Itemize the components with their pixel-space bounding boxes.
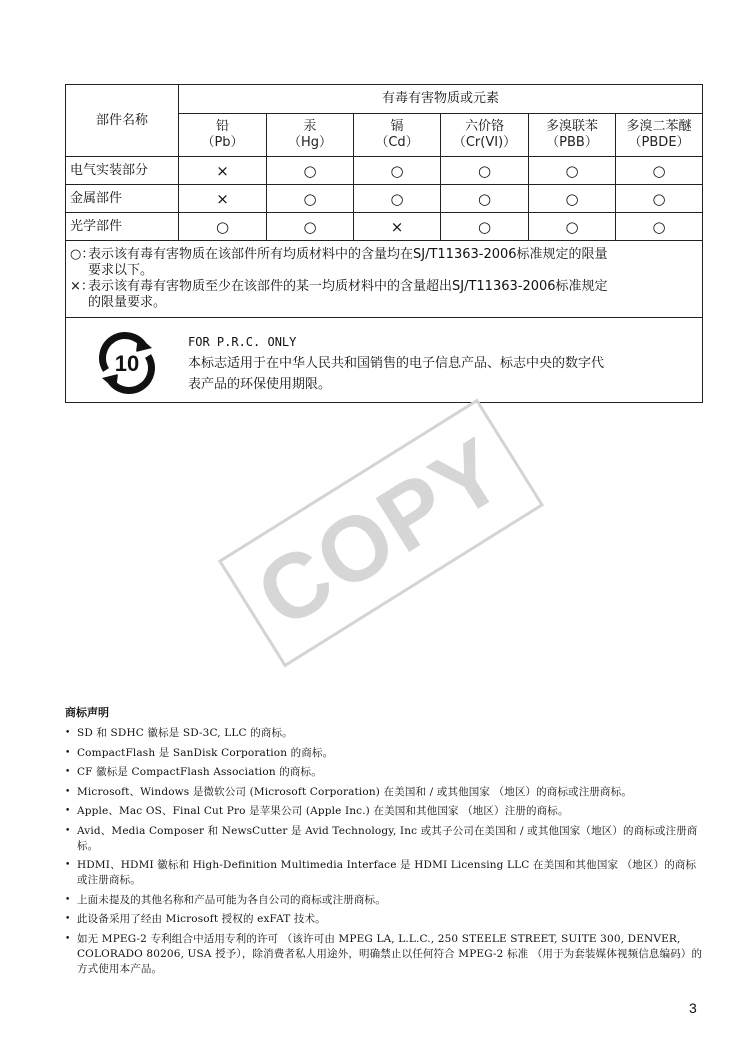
bullet: • bbox=[65, 728, 71, 738]
bullet: • bbox=[65, 894, 71, 905]
list-item: • 如无 MPEG-2 专利组合中适用专利的许可 （该许可由 MPEG LA, L.L.C., 250 STEELE STREET, SUITE 300, DENVER, COLORADO 80206, USA 授予），除消费者私人用途外，明确禁止以任何符合 MPEG-2 标准 （用于为套装媒体视频信息编码）的方式使用本产品。 bbox=[65, 932, 703, 975]
table-cell: ○ bbox=[529, 213, 616, 241]
environment-use-period-logo bbox=[66, 324, 188, 396]
logo-description: 本标志适用于在中华人民共和国销售的电子信息产品、标志中央的数字代 bbox=[188, 356, 605, 371]
table-cell: × bbox=[354, 213, 441, 241]
table-row bbox=[66, 185, 703, 213]
note-circle bbox=[70, 247, 696, 279]
list-item: • SD 和 SDHC 徽标是 SD-3C, LLC 的商标。 bbox=[65, 727, 293, 739]
table-cell: ○ bbox=[616, 157, 703, 185]
row-label: 电气实装部分 bbox=[66, 157, 179, 185]
note-text-continued: 要求以下。 bbox=[88, 263, 154, 278]
prc-only-label: FOR P.R.C. ONLY bbox=[188, 335, 297, 349]
table-cell: × bbox=[179, 185, 267, 213]
note-text-continued: 的限量要求。 bbox=[88, 295, 167, 310]
list-item: • Microsoft、Windows 是微软公司 (Microsoft Corporation) 在美国和 / 或其他国家 （地区）的商标或注册商标。 bbox=[65, 785, 632, 798]
row-label: 金属部件 bbox=[66, 185, 179, 213]
table-cell: ○ bbox=[354, 157, 441, 185]
note-cross bbox=[70, 279, 696, 311]
table-cell: ○ bbox=[529, 185, 616, 213]
bullet: • bbox=[65, 914, 71, 924]
recycle-arrows-icon bbox=[94, 330, 160, 396]
list-item: • Avid、Media Composer 和 NewsCutter 是 Avid Technology, Inc 或其子公司在美国和 / 或其他国家（地区）的商标或注册商标。 bbox=[65, 824, 698, 852]
table-cell: ○ bbox=[267, 157, 354, 185]
list-item: • HDMI、HDMI 徽标和 High-Definition Multimedia Interface 是 HDMI Licensing LLC 在美国和其他国家 （地区）的商标或注册商标。 bbox=[65, 859, 697, 886]
table-cell: ○ bbox=[529, 157, 616, 185]
bullet: • bbox=[65, 786, 71, 797]
trademark-section bbox=[65, 705, 705, 981]
table-cell: ○ bbox=[179, 213, 267, 241]
list-item: • CF 徽标是 CompactFlash Association 的商标。 bbox=[65, 766, 322, 778]
logo-row bbox=[66, 318, 703, 403]
substance-header: 多溴联苯 （PBB） bbox=[529, 114, 616, 157]
logo-number: 10 bbox=[114, 351, 140, 376]
list-item: • 上面未提及的其他名称和产品可能为各自公司的商标或注册商标。 bbox=[65, 893, 386, 906]
table-cell: ○ bbox=[354, 185, 441, 213]
list-item: • Apple、Mac OS、Final Cut Pro 是苹果公司 (Apple Inc.) 在美国和其他国家 （地区）注册的商标。 bbox=[65, 805, 569, 817]
note-text: 表示该有毒有害物质在该部件所有均质材料中的含量均在SJ/T11363-2006标准规定的限量 bbox=[88, 247, 608, 262]
trademark-title: 商标声明 bbox=[65, 706, 109, 719]
table-row bbox=[66, 213, 703, 241]
substance-header: 镉 （Cd） bbox=[354, 114, 441, 157]
bullet: • bbox=[65, 747, 71, 758]
bullet: • bbox=[65, 806, 71, 816]
list-item: • 此设备采用了经由 Microsoft 授权的 exFAT 技术。 bbox=[65, 913, 326, 925]
substance-header: 多溴二苯醚 （PBDE） bbox=[616, 114, 703, 157]
watermark-text: COPY bbox=[240, 418, 522, 648]
table-cell: ○ bbox=[267, 185, 354, 213]
row-label: 光学部件 bbox=[66, 213, 179, 241]
table-cell: ○ bbox=[441, 185, 529, 213]
bullet: • bbox=[65, 825, 71, 836]
substance-header: 汞 （Hg） bbox=[267, 114, 354, 157]
hazardous-substances-table bbox=[65, 84, 703, 403]
substance-header: 六价铬 （Cr(VI)） bbox=[441, 114, 529, 157]
trademark-list bbox=[65, 726, 705, 977]
logo-description-continued: 表产品的环保使用期限。 bbox=[188, 377, 332, 392]
circle-mark: ○： bbox=[70, 247, 95, 262]
table-cell: ○ bbox=[441, 213, 529, 241]
substance-header: 铅 （Pb） bbox=[179, 114, 267, 157]
bullet: • bbox=[65, 860, 71, 870]
page-number: 3 bbox=[689, 1000, 697, 1016]
bullet: • bbox=[65, 767, 71, 777]
table-row bbox=[66, 157, 703, 185]
cross-mark: ×： bbox=[70, 279, 94, 294]
logo-cell bbox=[66, 318, 703, 403]
note-text: 表示该有毒有害物质至少在该部件的某一均质材料中的含量超出SJ/T11363-2006标准规定 bbox=[88, 279, 608, 294]
table-cell: × bbox=[179, 157, 267, 185]
copy-watermark bbox=[218, 398, 544, 667]
table-cell: ○ bbox=[267, 213, 354, 241]
component-name-header: 部件名称 bbox=[66, 85, 179, 157]
table-cell: ○ bbox=[441, 157, 529, 185]
substances-header: 有毒有害物质或元素 bbox=[179, 85, 703, 114]
table-cell: ○ bbox=[616, 213, 703, 241]
list-item: • CompactFlash 是 SanDisk Corporation 的商标。 bbox=[65, 746, 334, 759]
notes-row bbox=[66, 241, 703, 318]
notes-cell bbox=[66, 241, 703, 318]
bullet: • bbox=[65, 933, 71, 944]
table-cell: ○ bbox=[616, 185, 703, 213]
